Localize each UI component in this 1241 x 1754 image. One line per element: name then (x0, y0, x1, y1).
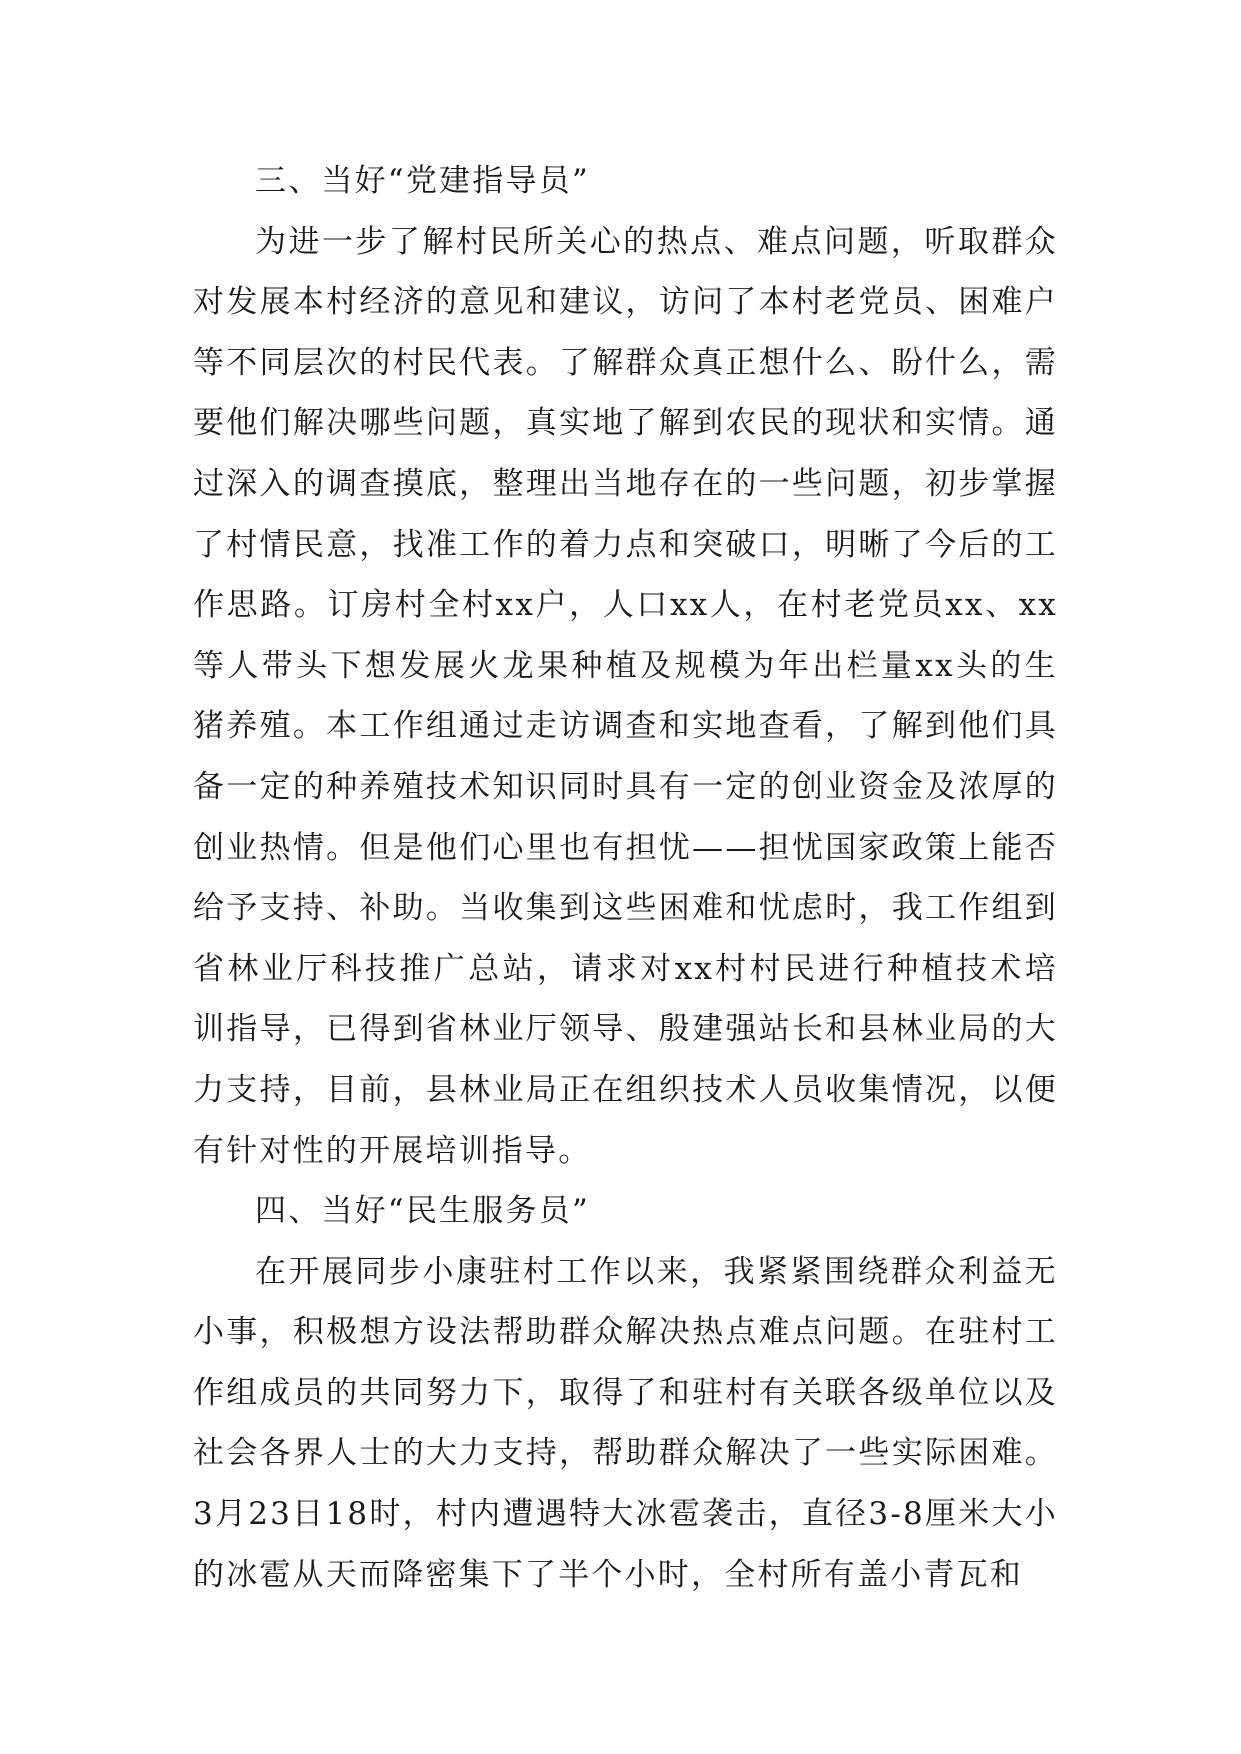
section-heading-party-building-guide: 三、当好“党建指导员” (255, 163, 590, 199)
paragraph-party-building-guide: 为进一步了解村民所关心的热点、难点问题，听取群众对发展本村经济的意见和建议，访问了本村老党员、困难户等不同层次的村民代表。了解群众真正想什么、盼什么，需要他们解决哪些问题，真实地了解到农民的现状和实情。通过深入的调查摸底，整理出当地存在的一些问题，初步掌握了村情民意，找准工作的着力点和突破口，明晰了今后的工作思路。订房村全村xx户，人口xx人，在村老党员xx、xx等人带头下想发展火龙果种植及规模为年出栏量xx头的生猪养殖。本工作组通过走访调查和实地查看，了解到他们具备一定的种养殖技术知识同时具有一定的创业资金及浓厚的创业热情。但是他们心里也有担忧——担忧国家政策上能否给予支持、补助。当收集到这些困难和忧虑时，我工作组到省林业厅科技推广总站，请求对xx村村民进行种植技术培训指导，已得到省林业厅领导、殷建强站长和县林业局的大力支持，目前，县林业局正在组织技术人员收集情况，以便有针对性的开展培训指导。 (193, 223, 1058, 1169)
document-body (193, 151, 1058, 1605)
section-heading-livelihood-service: 四、当好“民生服务员” (255, 1193, 590, 1230)
paragraph-livelihood-service: 在开展同步小康驻村工作以来，我紧紧围绕群众利益无小事，积极想方设法帮助群众解决热点难点问题。在驻村工作组成员的共同努力下，取得了和驻村有关联各级单位以及社会各界人士的大力支持，帮助群众解决了一些实际困难。3月23日18时，村内遭遇特大冰雹袭击，直径3-8厘米大小的冰雹从天而降密集下了半个小时，全村所有盖小青瓦和 (193, 1253, 1058, 1593)
